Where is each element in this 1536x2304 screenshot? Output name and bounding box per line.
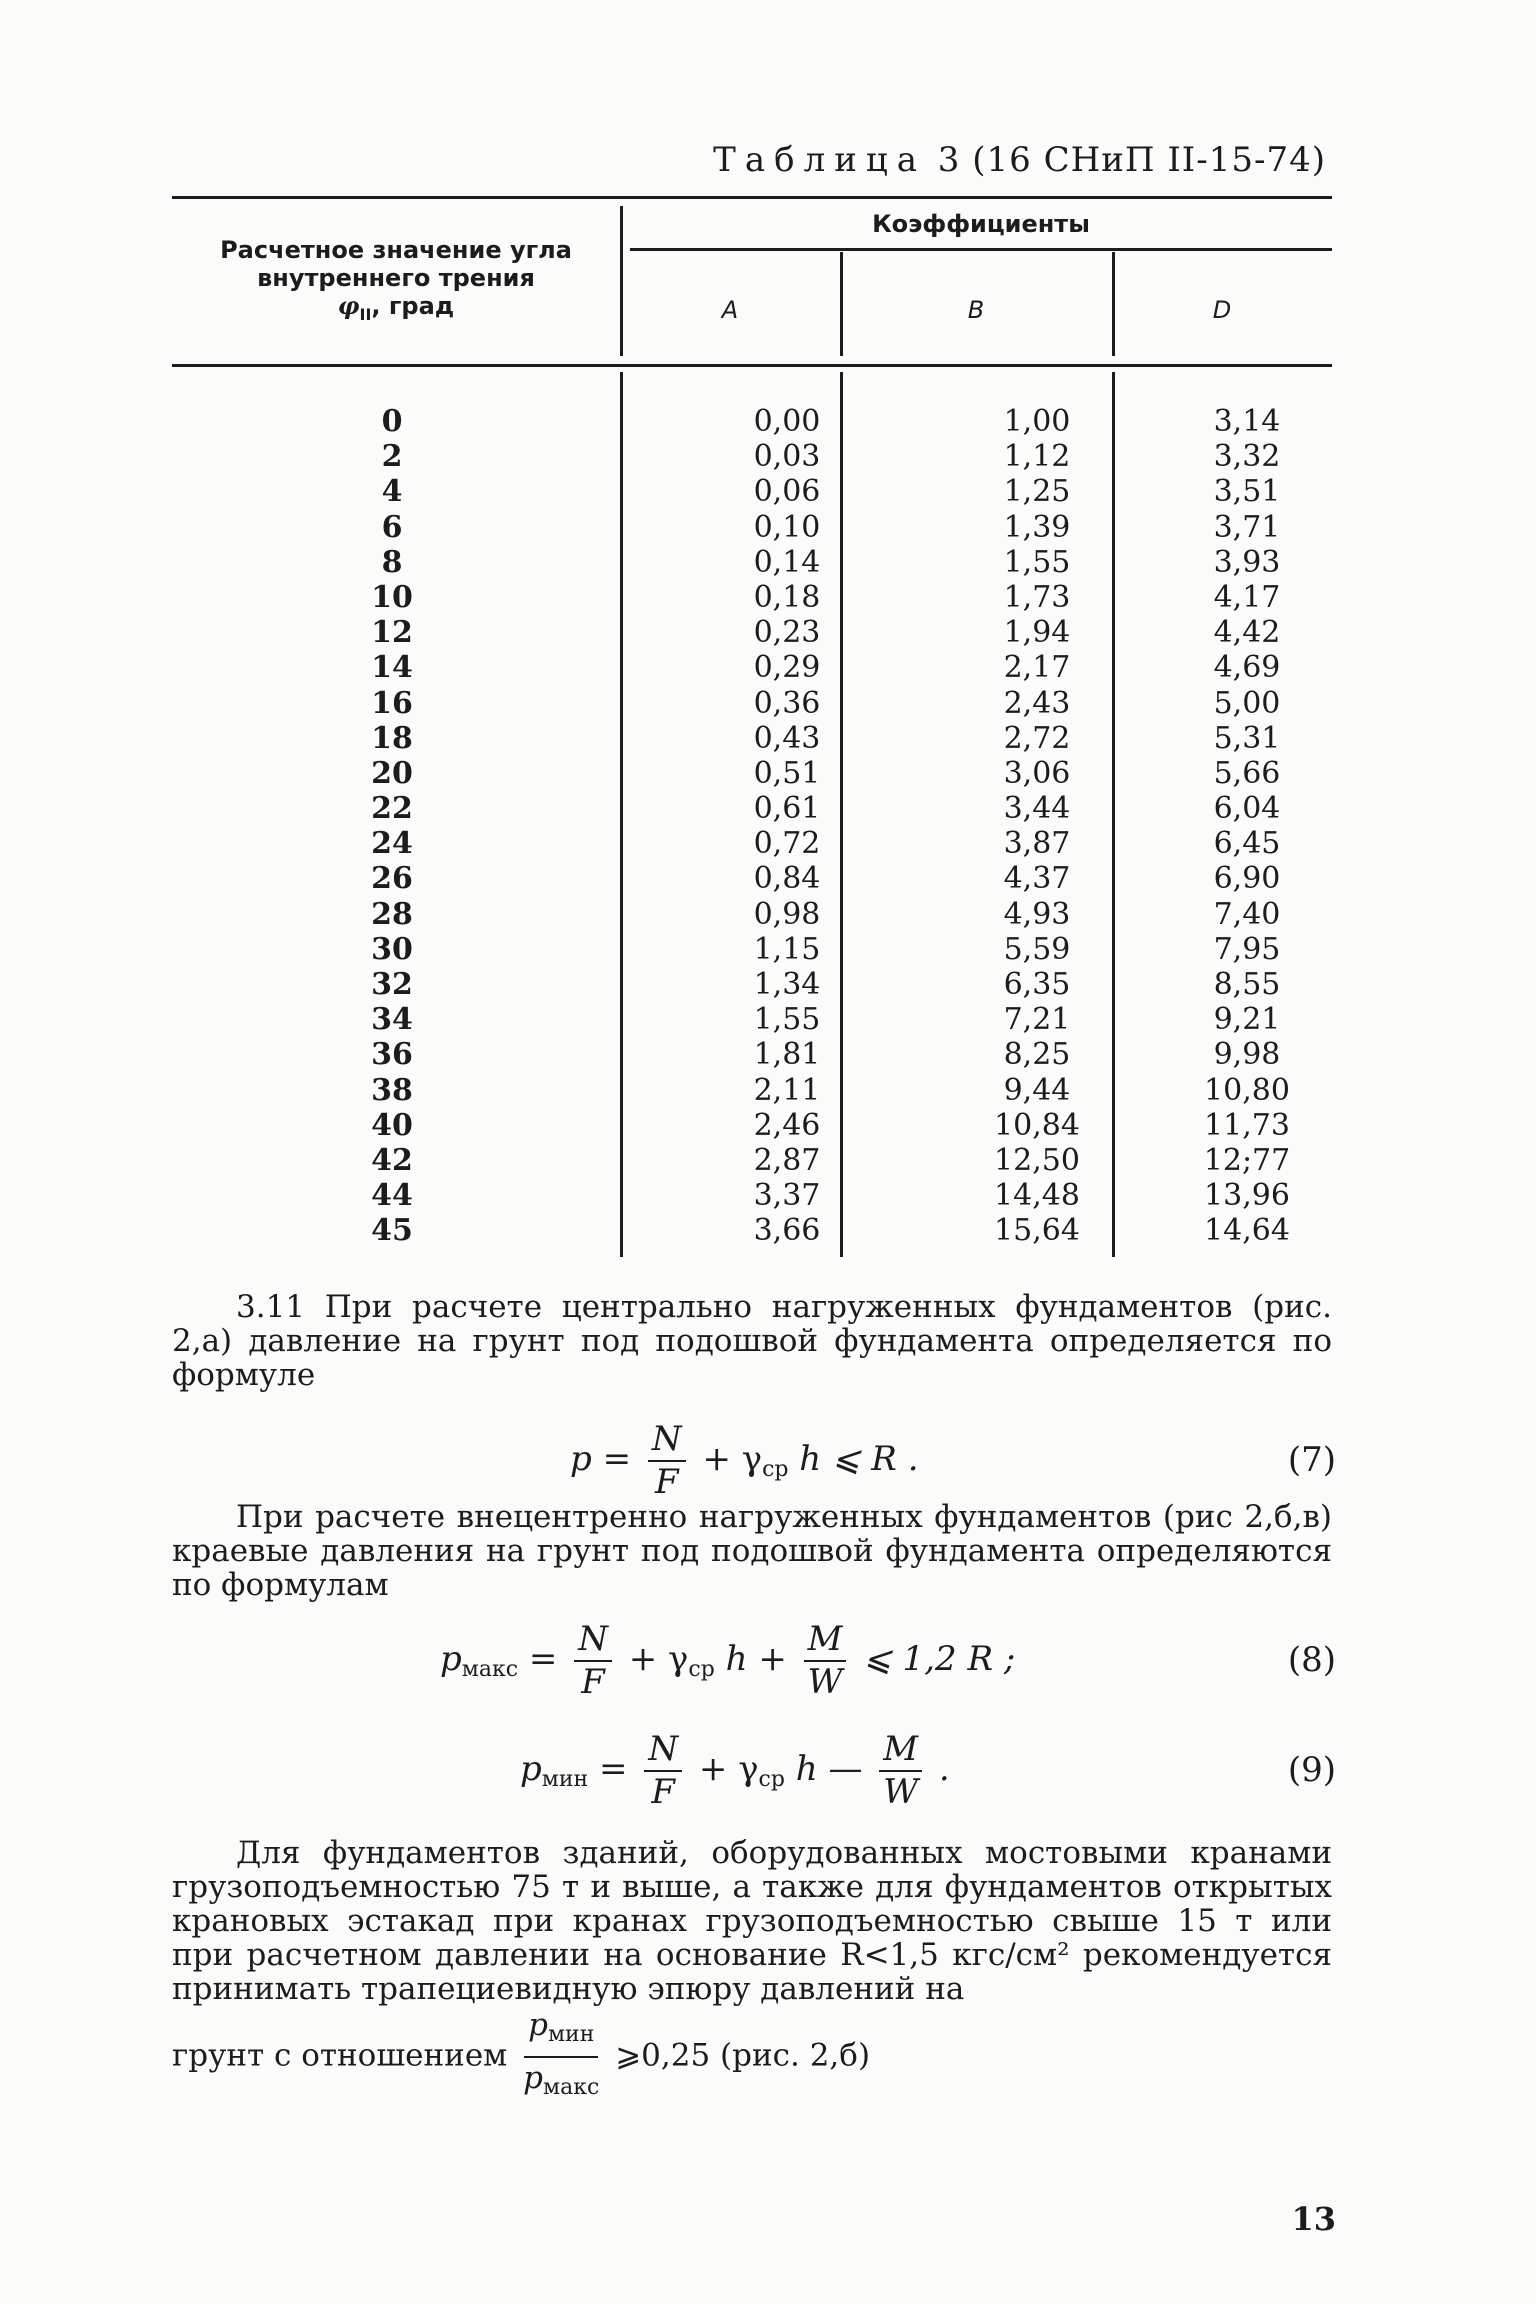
formula-8-gamma-sub: ср	[688, 1657, 715, 1682]
header-coefficients: Коэффициенты	[872, 210, 1090, 238]
d-cell: 9,98	[1213, 1037, 1281, 1073]
phi-cell: 4	[381, 474, 403, 510]
table-caption	[713, 140, 1326, 180]
formula-7-den: F	[654, 1462, 679, 1502]
table-coef-subrule	[630, 248, 1332, 251]
formula-9-den1: F	[651, 1772, 676, 1812]
d-cell: 7,40	[1213, 896, 1281, 932]
formula-8-tail: ⩽ 1,2 R ;	[863, 1639, 1016, 1679]
b-cell: 7,21	[1003, 1002, 1071, 1038]
formula-8-expression	[440, 1620, 1015, 1702]
a-cell: 0,61	[753, 791, 821, 827]
a-cell: 1,34	[753, 967, 821, 1002]
formula-8-eq: =	[528, 1639, 558, 1679]
ratio-num: p	[528, 2007, 548, 2043]
d-cell: 12;77	[1203, 1142, 1291, 1178]
formula-9-gamma: + γ	[698, 1749, 759, 1789]
b-cell: 3,06	[1003, 755, 1071, 791]
phi-cell: 40	[371, 1107, 413, 1143]
a-cell: 2,87	[753, 1142, 821, 1178]
header-col-b: B	[967, 296, 985, 324]
phi-cell: 36	[371, 1037, 413, 1073]
d-cell: 10,80	[1204, 1072, 1290, 1108]
phi-cell: 22	[371, 791, 413, 827]
d-cell: 4,42	[1213, 615, 1281, 651]
a-cell: 3,37	[753, 1178, 821, 1214]
page-number: 13	[1291, 2200, 1336, 2238]
phi-symbol: φ	[337, 291, 360, 320]
d-cell: 13,96	[1204, 1178, 1290, 1214]
a-cell: 1,15	[753, 931, 821, 967]
formula-7-gamma-sub: ср	[762, 1457, 789, 1482]
formula-8-fraction-2	[804, 1620, 847, 1702]
a-cell: 0,84	[753, 861, 821, 897]
column-a	[672, 404, 902, 1249]
formula-9-lhs: p	[520, 1749, 542, 1789]
b-cell: 1,94	[1003, 615, 1071, 651]
b-cell: 8,25	[1003, 1037, 1071, 1073]
phi-cell: 14	[371, 650, 413, 686]
b-cell: 10,84	[994, 1107, 1080, 1143]
formula-8-number: (8)	[1287, 1640, 1336, 1680]
a-cell: 0,18	[753, 579, 821, 615]
d-cell: 5,31	[1213, 720, 1281, 756]
d-cell: 9,21	[1213, 1002, 1281, 1038]
formula-7-gamma: + γ	[702, 1439, 763, 1479]
d-cell: 6,45	[1213, 826, 1281, 862]
b-cell: 1,00	[1003, 404, 1071, 439]
d-cell: 14,64	[1204, 1213, 1290, 1249]
a-cell: 3,66	[753, 1213, 821, 1249]
phi-cell: 24	[371, 826, 413, 862]
phi-cell: 45	[371, 1213, 413, 1249]
d-cell: 6,90	[1213, 861, 1281, 897]
d-cell: 4,69	[1213, 650, 1281, 686]
b-cell: 9,44	[1003, 1072, 1071, 1108]
d-cell: 5,66	[1213, 755, 1281, 791]
phi-cell: 0	[381, 404, 403, 439]
header-angle-line2: внутреннего трения	[257, 264, 535, 292]
formula-7-fraction	[648, 1420, 686, 1502]
b-cell: 3,44	[1003, 791, 1071, 827]
a-cell: 1,81	[753, 1037, 821, 1073]
a-cell: 0,43	[753, 720, 821, 756]
phi-cell: 8	[381, 544, 403, 580]
formula-9-eq: =	[599, 1749, 628, 1789]
a-cell: 2,46	[753, 1107, 821, 1143]
phi-cell: 2	[381, 439, 403, 475]
formula-9-gamma-sub: ср	[758, 1767, 785, 1792]
table-vline-left-body	[620, 372, 623, 1257]
header-col-d: D	[1212, 296, 1232, 324]
formula-8-num1: N	[574, 1620, 612, 1662]
b-cell: 2,17	[1003, 650, 1071, 686]
a-cell: 0,00	[753, 404, 821, 439]
formula-8-lhs: p	[440, 1639, 462, 1679]
a-cell: 0,23	[753, 615, 821, 651]
formula-9-fraction-2	[879, 1730, 922, 1812]
b-cell: 12,50	[994, 1142, 1080, 1178]
a-cell: 2,11	[753, 1072, 821, 1108]
a-cell: 0,03	[753, 439, 821, 475]
ratio-prefix: грунт с отношением	[172, 2037, 508, 2074]
b-cell: 4,93	[1003, 896, 1071, 932]
paragraph-eccentric: При расчете внецентренно нагруженных фундаментов (рис 2,б,в) краевые давления на грунт под подошвой фундамента определяются по формулам	[172, 1499, 1332, 1603]
paragraph-cranes: Для фундаментов зданий, оборудованных мостовыми кранами грузоподъемностью 75 т и выше, а также для фундаментов открытых крановых эстакад при кранах грузоподъемностью свыше 15 т или при расчетном давлении на основание R<1,5 кгс/см² рекомендуется принимать трапециевидную эпюру давлений на	[172, 1835, 1332, 2007]
ratio-den-sub: макс	[543, 2075, 600, 2100]
phi-subscript: II	[359, 304, 372, 324]
b-cell: 1,55	[1003, 544, 1071, 580]
formula-8-gamma: + γ	[628, 1639, 689, 1679]
formula-8-den2: W	[807, 1662, 843, 1702]
d-cell: 3,71	[1213, 509, 1281, 545]
formula-9-num2: M	[879, 1730, 922, 1772]
formula-9-lhs-sub: мин	[541, 1767, 589, 1792]
column-phi	[172, 404, 612, 1249]
d-cell: 5,00	[1213, 685, 1281, 721]
d-cell: 3,93	[1213, 544, 1281, 580]
a-cell: 0,98	[753, 896, 821, 932]
ratio-den: p	[523, 2060, 544, 2096]
b-cell: 2,43	[1003, 685, 1071, 721]
phi-cell: 34	[371, 1002, 413, 1038]
phi-cell: 44	[371, 1178, 413, 1214]
phi-cell: 28	[371, 896, 413, 932]
d-cell: 8,55	[1213, 967, 1281, 1002]
phi-unit: , град	[371, 292, 455, 320]
ratio-num-sub: мин	[547, 2022, 595, 2047]
formula-9-den2: W	[883, 1772, 919, 1812]
b-cell: 14,48	[994, 1178, 1080, 1214]
phi-cell: 12	[371, 615, 413, 651]
header-angle	[172, 236, 620, 329]
a-cell: 0,51	[753, 755, 821, 791]
d-cell: 3,51	[1213, 474, 1281, 510]
formula-9-expression	[520, 1730, 950, 1812]
b-cell: 3,87	[1003, 826, 1071, 862]
d-cell: 3,32	[1213, 439, 1281, 475]
formula-8-mid: h +	[725, 1639, 787, 1679]
formula-7-number: (7)	[1287, 1440, 1336, 1480]
a-cell: 0,36	[753, 685, 821, 721]
formula-9-num1: N	[644, 1730, 682, 1772]
formula-9-tail: .	[938, 1749, 950, 1789]
phi-cell: 16	[371, 685, 413, 721]
phi-cell: 38	[371, 1072, 413, 1108]
ratio-line	[172, 2006, 870, 2108]
formula-8-num2: M	[804, 1620, 847, 1662]
d-cell: 11,73	[1204, 1107, 1290, 1143]
a-cell: 0,10	[753, 509, 821, 545]
b-cell: 1,73	[1003, 579, 1071, 615]
table-caption-word: Таблица	[713, 140, 926, 180]
table-header-rule	[172, 364, 1332, 367]
phi-cell: 6	[381, 509, 403, 545]
b-cell: 4,37	[1003, 861, 1071, 897]
column-d	[1182, 404, 1312, 1249]
formula-8-den1: F	[581, 1662, 605, 1702]
a-cell: 0,06	[753, 474, 821, 510]
formula-7-lhs: p =	[570, 1439, 632, 1479]
formula-8-fraction-1	[574, 1620, 612, 1702]
b-cell: 1,25	[1003, 474, 1071, 510]
header-angle-line3	[172, 292, 620, 329]
a-cell: 0,29	[753, 650, 821, 686]
a-cell: 0,72	[753, 826, 821, 862]
b-cell: 1,12	[1003, 439, 1071, 475]
a-cell: 1,55	[753, 1002, 821, 1038]
phi-cell: 18	[371, 720, 413, 756]
d-cell: 6,04	[1213, 791, 1281, 827]
a-cell: 0,14	[753, 544, 821, 580]
paragraph-3-11: 3.11 При расчете центрально нагруженных фундаментов (рис. 2,а) давление на грунт под подошвой фундамента определяется по формуле	[172, 1289, 1332, 1393]
d-cell: 7,95	[1213, 931, 1281, 967]
formula-7-tail: h ⩽ R .	[799, 1439, 919, 1479]
phi-cell: 42	[371, 1142, 413, 1178]
phi-cell: 10	[371, 579, 413, 615]
ratio-fraction	[523, 2006, 599, 2108]
ratio-suffix: ⩾0,25 (рис. 2,б)	[615, 2037, 871, 2074]
header-col-a: A	[721, 296, 739, 324]
b-cell: 6,35	[1003, 967, 1071, 1002]
phi-cell: 32	[371, 967, 413, 1002]
formula-8-lhs-sub: макс	[461, 1657, 519, 1682]
header-angle-line1: Расчетное значение угла	[220, 236, 572, 264]
b-cell: 5,59	[1003, 931, 1071, 967]
table-caption-ref: 3 (16 СНиП II-15-74)	[937, 140, 1326, 180]
d-cell: 4,17	[1213, 579, 1281, 615]
table-vline-left-header	[620, 206, 623, 356]
table-top-rule	[172, 196, 1332, 199]
phi-cell: 26	[371, 861, 413, 897]
d-cell: 3,14	[1213, 404, 1281, 439]
column-b	[917, 404, 1157, 1249]
phi-cell: 20	[371, 755, 413, 791]
formula-7-expression	[570, 1420, 919, 1502]
b-cell: 2,72	[1003, 720, 1071, 756]
formula-7-num: N	[648, 1420, 686, 1462]
formula-9-number: (9)	[1287, 1750, 1336, 1790]
phi-cell: 30	[371, 931, 413, 967]
formula-9-mid: h —	[795, 1749, 863, 1789]
b-cell: 15,64	[994, 1213, 1080, 1249]
b-cell: 1,39	[1003, 509, 1071, 545]
formula-9-fraction-1	[644, 1730, 682, 1812]
